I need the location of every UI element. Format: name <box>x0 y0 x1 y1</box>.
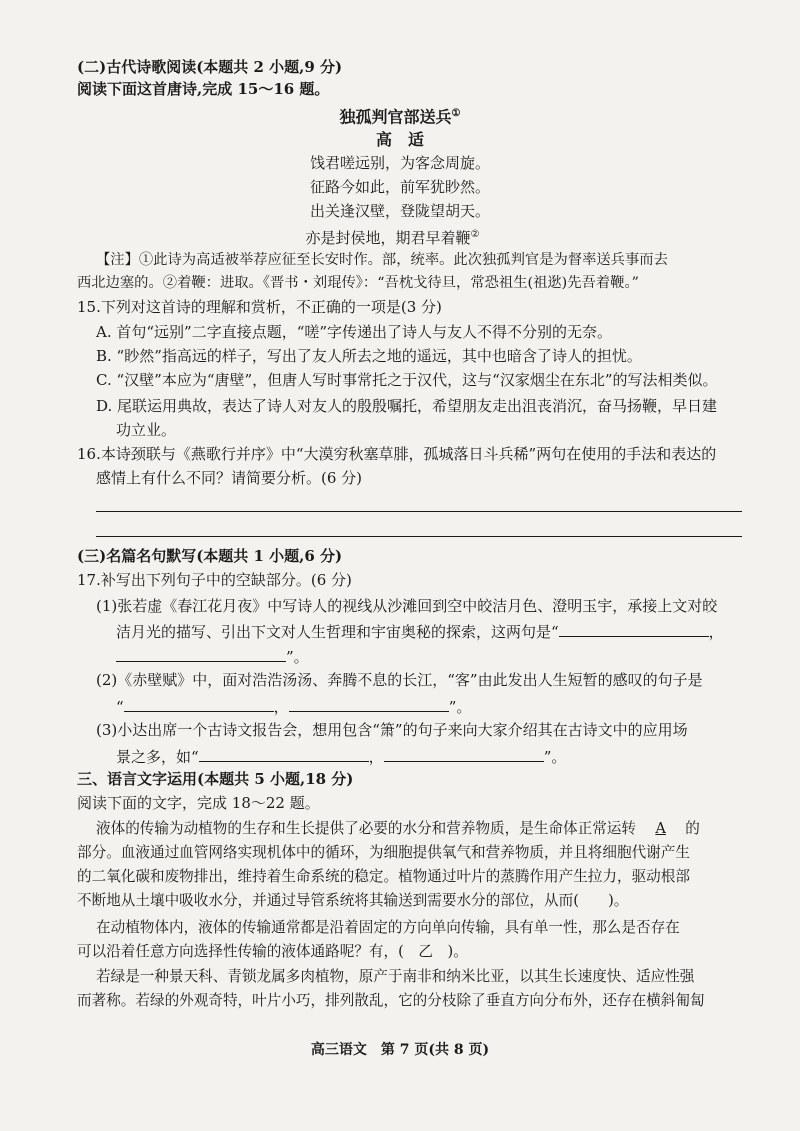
passage-p3-line-1: 若绿是一种景天科、青锁龙属多肉植物，原产于南非和纳米比亚，以其生长速度快、适应性强 <box>96 968 695 985</box>
passage-p3-line-2: 而著称。若绿的外观奇特，叶片小巧，排列散乱，它的分枝除了垂直方向分布外，还存在横斜匍匐 <box>77 992 705 1009</box>
poem-line-4-note: ② <box>470 229 480 240</box>
q15-option-d-line-1: D. 尾联运用典故，表达了诗人对友人的殷殷嘱托，希望朋友走出沮丧消沉，奋马扬鞭，早日建 <box>96 397 718 415</box>
page-footer: 高三语文 第 7 页(共 8 页) <box>310 1042 490 1058</box>
q17-blank-4[interactable] <box>289 695 449 712</box>
q17-p2-line-1: (2)《赤壁赋》中，面对浩浩汤汤、奔腾不息的长江，“客”由此发出人生短暂的感叹的句子是 <box>96 671 703 689</box>
poem-line-4: 亦是封侯地，期君早着鞭② <box>305 229 480 247</box>
q17-blank-5[interactable] <box>199 745 369 762</box>
passage-p1-line-2: 部分。血液通过血管网络实现机体中的循环，为细胞提供氧气和营养物质，并且将细胞代谢产生 <box>77 844 690 861</box>
part-3-heading: 三、语言文字运用(本题共 5 小题,18 分) <box>77 770 354 788</box>
poem-line-1: 饯君嗟远别，为客念周旋。 <box>309 154 490 172</box>
q15-option-d-line-2: 功立业。 <box>116 421 177 439</box>
answer-line-1[interactable] <box>96 511 742 512</box>
section-2-instruction: 阅读下面这首唐诗,完成 15～16 题。 <box>77 80 330 98</box>
q15-option-a: A. 首句“远别”二字直接点题，“嗟”字传递出了诗人与友人不得不分别的无奈。 <box>96 323 613 341</box>
q17-blank-1[interactable] <box>559 620 709 637</box>
poem-note-line-2: 西北边塞的。②着鞭：进取。《晋书・刘琨传》：“吾枕戈待旦，常恐祖生(祖逖)先吾着鞭。” <box>77 275 639 291</box>
passage-p1-line-3: 的二氧化碳和废物排出，维持着生命系统的稳定。植物通过叶片的蒸腾作用产生拉力，驱动根部 <box>77 868 690 885</box>
poem-line-3: 出关逢汉壁，登陇望胡天。 <box>309 202 490 220</box>
passage-p2-line-2: 可以沿着任意方向选择性传输的液体通路呢？有，( 乙 )。 <box>77 943 468 960</box>
q17-p2-line-2: “ ， ”。 <box>116 695 471 717</box>
section-3-heading: (三)名篇名句默写(本题共 1 小题,6 分) <box>77 547 343 565</box>
poem-author: 高 适 <box>375 130 424 149</box>
q17-p3-line-2: 景之多，如“ ， ”。 <box>116 745 566 767</box>
q15-option-b: B. “眇然”指高远的样子，写出了友人所去之地的遥远，其中也暗含了诗人的担忧。 <box>96 347 642 365</box>
q15-stem: 15.下列对这首诗的理解和赏析，不正确的一项是(3 分) <box>77 298 442 316</box>
part-3-instruction: 阅读下面的文字，完成 18～22 题。 <box>77 794 320 812</box>
passage-p2-line-1: 在动植物体内，液体的传输通常都是沿着固定的方向单向传输，具有单一性，那么是否存在 <box>96 919 680 936</box>
passage-p1-line-4: 不断地从土壤中吸收水分，并通过导管系统将其输送到需要水分的部位，从而( )。 <box>77 892 629 909</box>
answer-a: A <box>655 820 666 837</box>
q16-line-2: 感情上有什么不同？请简要分析。(6 分) <box>96 469 363 487</box>
q17-blank-3[interactable] <box>124 695 274 712</box>
q17-p1-line-1: (1)张若虚《春江花月夜》中写诗人的视线从沙滩回到空中皎洁月色、澄明玉宇，承接上文对皎 <box>96 597 718 615</box>
q17-blank-2[interactable] <box>116 645 286 662</box>
poem-note-line-1: 【注】①此诗为高适被举荐应征至长安时作。部，统率。此次独孤判官是为督率送兵事而去 <box>96 252 668 268</box>
q17-p1-line-2: 洁月光的描写、引出下文对人生哲理和宇宙奥秘的探索，这两句是“ ， <box>116 620 724 642</box>
q16-line-1: 16.本诗颈联与《燕歌行并序》中“大漠穷秋塞草腓，孤城落日斗兵稀”两句在使用的手法和表达的 <box>77 445 717 463</box>
poem-title-note: ① <box>451 108 461 119</box>
q15-option-c: C. “汉壁”本应为“唐壁”，但唐人写时事常托之于汉代，这与“汉家烟尘在东北”的写法相类似。 <box>96 371 718 389</box>
poem-title: 独孤判官部送兵① <box>339 107 461 127</box>
q17-blank-6[interactable] <box>384 745 544 762</box>
answer-line-2[interactable] <box>96 536 742 537</box>
q17-p1-line-3: ”。 <box>116 645 309 667</box>
poem-line-2: 征路今如此，前军犹眇然。 <box>309 178 490 196</box>
passage-p1-line-1: 液体的传输为动植物的生存和生长提供了必要的水分和营养物质，是生命体正常运转 A 的 <box>96 820 700 837</box>
q17-stem: 17.补写出下列句子中的空缺部分。(6 分) <box>77 571 352 589</box>
q17-p3-line-1: (3)小达出席一个古诗文报告会，想用包含“箫”的句子来向大家介绍其在古诗文中的应用场 <box>96 721 688 739</box>
section-2-heading: (二)古代诗歌阅读(本题共 2 小题,9 分) <box>77 58 343 76</box>
